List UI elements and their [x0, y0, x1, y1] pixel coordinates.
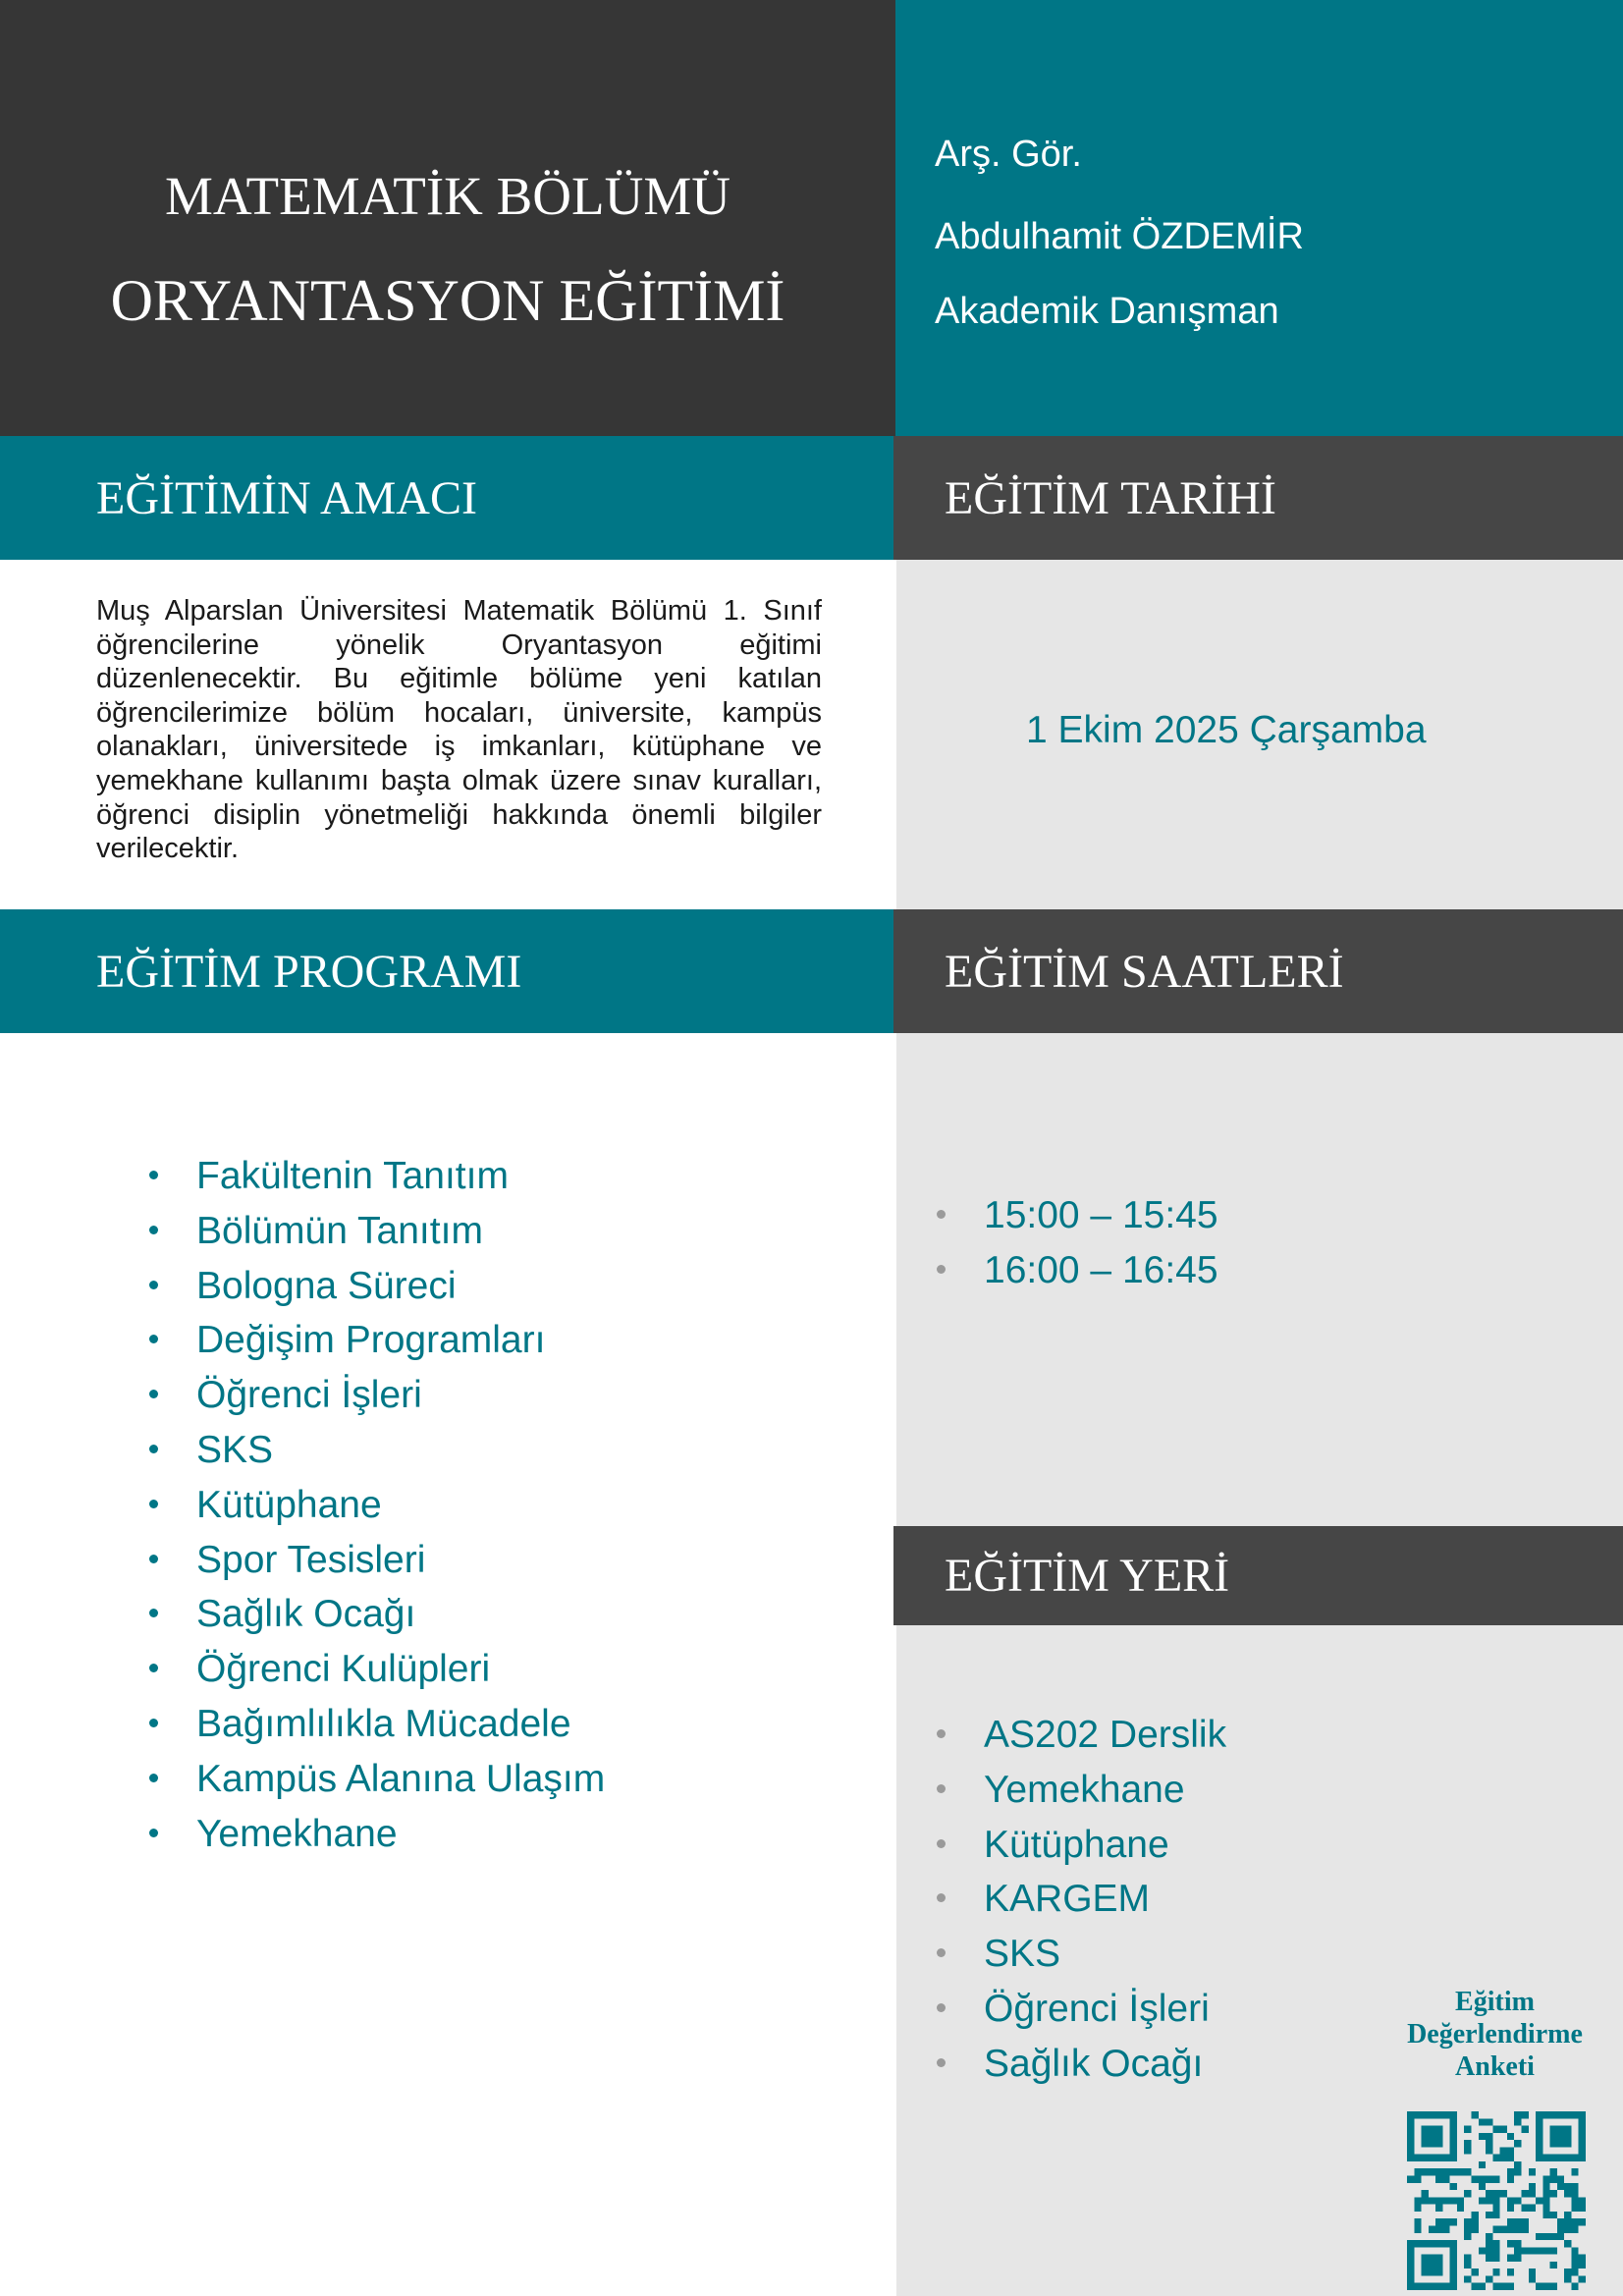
location-item-label: Öğrenci İşleri — [984, 1987, 1210, 2030]
program-item-label: Bölümün Tanıtım — [196, 1209, 483, 1252]
bullet-icon — [937, 2058, 946, 2067]
bullet-icon — [937, 1784, 946, 1793]
bullet-icon — [149, 1281, 158, 1289]
location-list — [937, 1708, 1226, 2092]
list-item — [149, 1697, 605, 1752]
event-date: 1 Ekim 2025 Çarşamba — [1026, 709, 1427, 751]
list-item — [149, 1313, 605, 1368]
bullet-icon — [937, 1839, 946, 1848]
title-banner — [0, 0, 895, 436]
list-item — [149, 1533, 605, 1588]
program-item-label: Spor Tesisleri — [196, 1538, 426, 1581]
program-item-label: Değişim Programları — [196, 1319, 546, 1362]
location-item-label: AS202 Derslik — [984, 1714, 1227, 1756]
location-header — [893, 1526, 1623, 1625]
program-item-label: Öğrenci Kulüpleri — [196, 1648, 491, 1691]
program-item-label: Yemekhane — [196, 1812, 398, 1855]
list-item — [937, 1188, 1218, 1243]
program-item-label: Kütüphane — [196, 1483, 382, 1526]
bullet-icon — [149, 1829, 158, 1837]
bullet-icon — [937, 1948, 946, 1957]
bullet-icon — [149, 1171, 158, 1179]
date-header — [893, 436, 1623, 560]
list-item — [937, 1763, 1226, 1818]
bullet-icon — [937, 1729, 946, 1738]
program-item-label: Bologna Süreci — [196, 1264, 457, 1307]
list-item — [937, 1708, 1226, 1763]
program-item-label: Kampüs Alanına Ulaşım — [196, 1757, 606, 1800]
contact-name: Abdulhamit ÖZDEMİR — [935, 216, 1304, 257]
survey-label-line-3: Anketi — [1455, 2051, 1535, 2082]
list-item — [937, 1243, 1218, 1298]
bullet-icon — [149, 1445, 158, 1453]
bullet-icon — [937, 1265, 946, 1274]
program-item-label: SKS — [196, 1428, 274, 1471]
qr-code-icon[interactable] — [1407, 2111, 1586, 2290]
location-header-label: EĞİTİM YERİ — [945, 1550, 1230, 1602]
program-item-label: Sağlık Ocağı — [196, 1593, 416, 1636]
hours-item-label: 15:00 – 15:45 — [984, 1194, 1218, 1236]
list-item — [149, 1368, 605, 1423]
program-item-label: Bağımlılıkla Mücadele — [196, 1702, 571, 1745]
survey-label — [1375, 1986, 1615, 2083]
contact-role: Akademik Danışman — [935, 291, 1279, 332]
list-item — [937, 1818, 1226, 1873]
bullet-icon — [149, 1719, 158, 1727]
survey-label-line-1: Eğitim — [1455, 1987, 1535, 2017]
aim-paragraph: Muş Alparslan Üniversitesi Matematik Bölümü 1. Sınıf öğrencilerine yönelik Oryantasyon eğitimi düzenlenecektir. Bu eğitimle bölüme yeni katılan öğrencilerimize bölüm hocaları, üniversite, kampüs olanakları, üniversitede iş imkanları, kütüphane ve yemekhane kullanımı başta olmak üzere sınav kuralları, öğrenci disiplin yönetmeliği hakkında önemli bilgiler verilecektir. — [96, 595, 822, 865]
bullet-icon — [149, 1335, 158, 1343]
aim-header — [0, 436, 895, 560]
list-item — [937, 2037, 1226, 2092]
bullet-icon — [937, 1893, 946, 1902]
list-item — [149, 1149, 605, 1204]
list-item — [149, 1807, 605, 1862]
list-item — [149, 1259, 605, 1314]
program-header — [0, 909, 893, 1033]
hours-list — [937, 1188, 1218, 1298]
bullet-icon — [149, 1774, 158, 1782]
hours-header — [893, 909, 1623, 1033]
list-item — [149, 1204, 605, 1259]
title-line-2: ORYANTASYON EĞİTİMİ — [110, 268, 785, 333]
program-header-label: EĞİTİM PROGRAMI — [96, 945, 522, 998]
list-item — [149, 1423, 605, 1478]
bullet-icon — [149, 1500, 158, 1508]
location-item-label: SKS — [984, 1933, 1061, 1976]
bullet-icon — [149, 1609, 158, 1617]
bullet-icon — [937, 1210, 946, 1219]
list-item — [149, 1587, 605, 1642]
bullet-icon — [149, 1664, 158, 1672]
list-item — [149, 1642, 605, 1697]
contact-panel — [895, 0, 1623, 436]
list-item — [149, 1478, 605, 1533]
program-list — [149, 1149, 605, 1861]
program-item-label: Öğrenci İşleri — [196, 1374, 422, 1417]
title-line-1: MATEMATİK BÖLÜMÜ — [165, 166, 730, 226]
hours-item-label: 16:00 – 16:45 — [984, 1248, 1218, 1291]
date-header-label: EĞİTİM TARİHİ — [945, 471, 1276, 524]
list-item — [149, 1752, 605, 1807]
aim-header-label: EĞİTİMİN AMACI — [96, 471, 477, 524]
bullet-icon — [149, 1555, 158, 1563]
hours-header-label: EĞİTİM SAATLERİ — [945, 945, 1344, 998]
location-item-label: Yemekhane — [984, 1768, 1185, 1811]
bullet-icon — [149, 1390, 158, 1398]
bullet-icon — [937, 2003, 946, 2012]
list-item — [937, 1982, 1226, 2037]
program-item-label: Fakültenin Tanıtım — [196, 1155, 509, 1197]
location-item-label: KARGEM — [984, 1878, 1151, 1921]
survey-label-line-2: Değerlendirme — [1407, 2019, 1583, 2050]
location-item-label: Sağlık Ocağı — [984, 2042, 1204, 2085]
bullet-icon — [149, 1226, 158, 1234]
location-item-label: Kütüphane — [984, 1823, 1169, 1866]
list-item — [937, 1872, 1226, 1927]
list-item — [937, 1927, 1226, 1982]
contact-title: Arş. Gör. — [935, 134, 1082, 175]
